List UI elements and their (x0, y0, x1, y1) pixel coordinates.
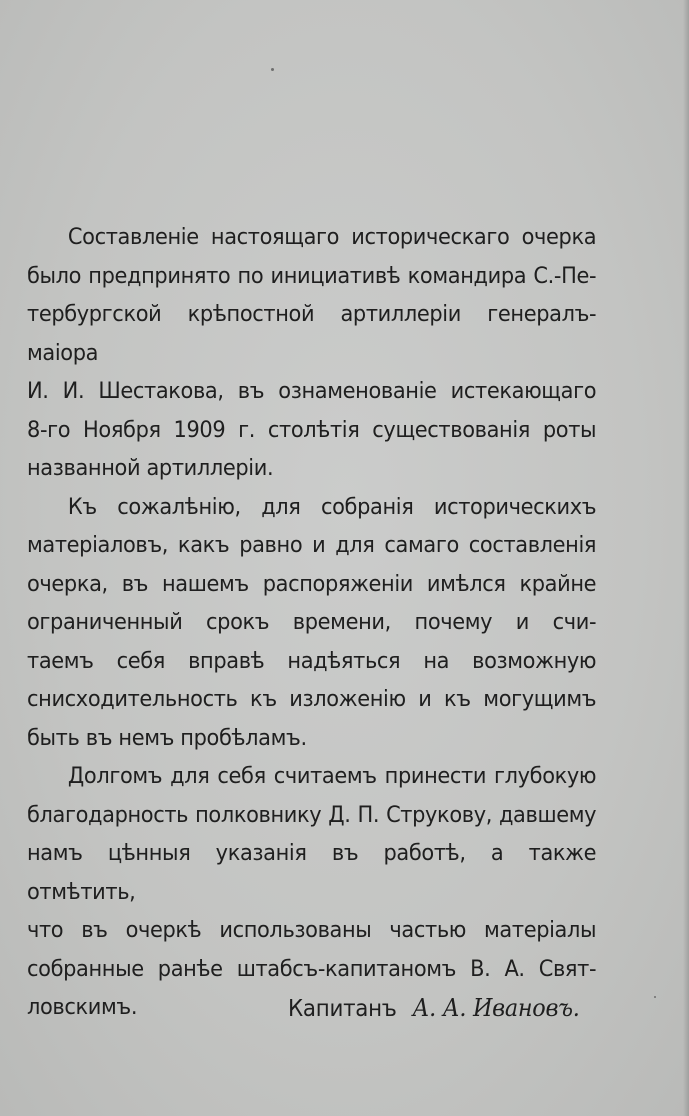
text-line: быть въ немъ пробѣламъ. (27, 724, 307, 751)
text-line: намъ цѣнныя указанія въ работѣ, а также отмѣтить, (27, 840, 597, 905)
text-line: Къ сожалѣнію, для собранія историческихъ (67, 493, 597, 520)
text-line: ловскимъ. (27, 994, 138, 1020)
text-line: собранные ранѣе штабсъ-капитаномъ В. А. Свят- (27, 955, 597, 982)
text-line: было предпринято по инициативѣ командира С.-Пе- (27, 262, 597, 289)
text-line: тербургской крѣпостной артиллеріи генералъ-маіора (27, 301, 597, 366)
paragraph-2 (27, 488, 596, 758)
text-line: 8-го Ноября 1909 г. столѣтія существованія роты (27, 416, 597, 443)
text-line: снисходительность къ изложенію и къ могущимъ (27, 686, 597, 712)
text-line: матеріаловъ, какъ равно и для самаго составленія (27, 532, 597, 558)
text-line: таемъ себя вправѣ надѣяться на возможную (27, 647, 597, 674)
signature-name: А. А. Ивановъ. (412, 994, 580, 1022)
text-line: Составленіе настоящаго историческаго очерка (67, 224, 597, 250)
text-line: названной артиллеріи. (27, 455, 274, 481)
page-edge-shadow (683, 0, 689, 1116)
signature (288, 994, 580, 1022)
text-line: благодарность полковнику Д. П. Струкову, давшему (27, 801, 597, 828)
text-line: И. И. Шестакова, въ ознаменованіе истекающаго (27, 378, 597, 404)
text-line: очерка, въ нашемъ распоряженіи имѣлся крайне (27, 570, 597, 597)
preface-text (27, 218, 596, 1027)
paper-speck (271, 68, 274, 71)
signature-rank: Капитанъ (288, 996, 397, 1022)
text-line: ограниченный срокъ времени, почему и счи- (27, 609, 597, 635)
text-line: Долгомъ для себя считаемъ принести глубокую (67, 763, 597, 789)
paper-speck (654, 996, 656, 998)
text-line: что въ очеркѣ использованы частью матеріалы (27, 917, 597, 943)
paragraph-3 (27, 757, 596, 1027)
paragraph-1 (27, 218, 596, 488)
